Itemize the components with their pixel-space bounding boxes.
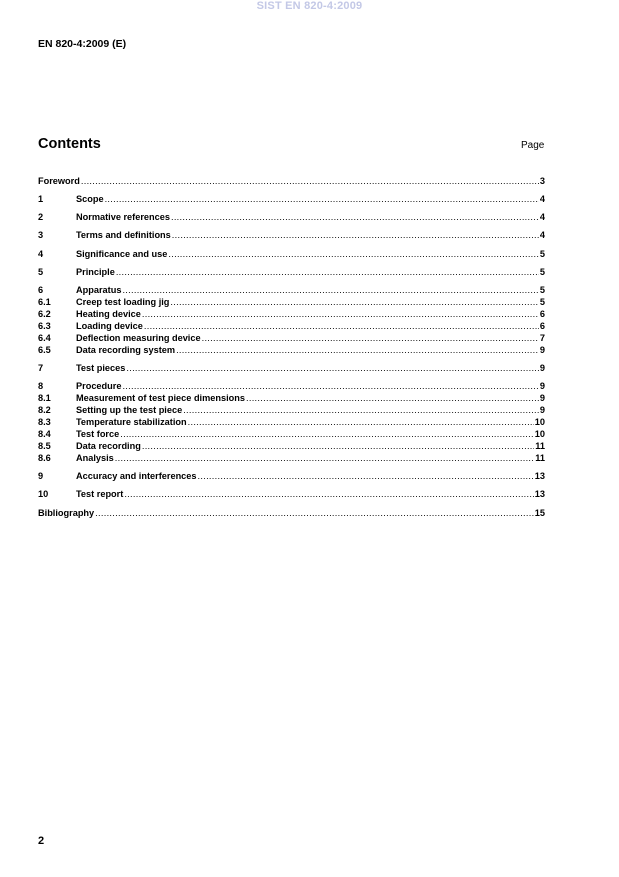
toc-dot-leader bbox=[142, 440, 534, 452]
toc-entry[interactable] bbox=[38, 193, 545, 205]
toc-entry-page: 5 bbox=[539, 249, 545, 259]
contents-heading: Contents bbox=[38, 136, 101, 152]
toc-entry-number: 6.3 bbox=[38, 321, 51, 331]
toc-entry-page: 13 bbox=[534, 471, 545, 481]
toc-entry-title: Test force bbox=[76, 429, 120, 439]
toc-dot-leader bbox=[198, 470, 534, 482]
toc-entry-page: 4 bbox=[539, 194, 545, 204]
toc-entry[interactable] bbox=[38, 392, 545, 404]
toc-dot-leader bbox=[105, 193, 539, 205]
page-number: 2 bbox=[38, 835, 45, 847]
toc-dot-leader bbox=[122, 284, 538, 296]
toc-entry-page: 5 bbox=[539, 267, 545, 277]
toc-dot-leader bbox=[115, 452, 534, 464]
page-column-label: Page bbox=[521, 140, 545, 151]
toc-entry-title: Measurement of test piece dimensions bbox=[76, 393, 245, 403]
toc-entry-number: 8.1 bbox=[38, 393, 51, 403]
toc-entry-page: 5 bbox=[539, 285, 545, 295]
toc-entry[interactable] bbox=[38, 440, 545, 452]
toc-entry-page: 9 bbox=[539, 393, 545, 403]
toc-entry-page: 11 bbox=[535, 441, 545, 451]
toc-dot-leader bbox=[144, 320, 539, 332]
toc-dot-leader bbox=[126, 362, 539, 374]
toc-dot-leader bbox=[170, 296, 538, 308]
toc-dot-leader bbox=[172, 229, 539, 241]
toc-entry-number: 6.5 bbox=[38, 345, 51, 355]
toc-dot-leader bbox=[142, 308, 539, 320]
toc-entry-title: Normative references bbox=[76, 212, 170, 222]
toc-entry-page: 9 bbox=[539, 405, 545, 415]
toc-entry-number: 10 bbox=[38, 489, 49, 499]
toc-entry-number: 9 bbox=[38, 471, 44, 481]
toc-entry[interactable] bbox=[38, 488, 545, 500]
toc-entry-page: 15 bbox=[534, 508, 545, 518]
toc-entry-page: 4 bbox=[539, 212, 545, 222]
toc-entry[interactable] bbox=[38, 416, 545, 428]
toc-dot-leader bbox=[168, 248, 538, 260]
toc-entry-page: 9 bbox=[539, 345, 545, 355]
toc-entry[interactable] bbox=[38, 211, 545, 223]
toc-entry-number: 4 bbox=[38, 249, 44, 259]
toc-entry-number: 6.4 bbox=[38, 333, 51, 343]
toc-entry-page: 3 bbox=[539, 176, 545, 186]
toc-entry-number: 6 bbox=[38, 285, 44, 295]
toc-entry-page: 6 bbox=[539, 321, 545, 331]
toc-entry-page: 9 bbox=[539, 363, 545, 373]
toc-entry[interactable] bbox=[38, 362, 545, 374]
toc-dot-leader bbox=[171, 211, 539, 223]
toc-entry-number: 6.2 bbox=[38, 309, 51, 319]
toc-entry[interactable] bbox=[38, 404, 545, 416]
toc-entry-page: 10 bbox=[534, 429, 545, 439]
toc-dot-leader bbox=[95, 507, 534, 519]
toc-entry[interactable] bbox=[38, 507, 545, 519]
toc-entry-number: 8.4 bbox=[38, 429, 51, 439]
toc-entry[interactable] bbox=[38, 229, 545, 241]
toc-entry[interactable] bbox=[38, 380, 545, 392]
toc-entry[interactable] bbox=[38, 175, 545, 187]
toc-entry-page: 11 bbox=[535, 453, 545, 463]
toc-entry[interactable] bbox=[38, 428, 545, 440]
toc-entry-page: 7 bbox=[539, 333, 545, 343]
toc-entry-title: Apparatus bbox=[76, 285, 122, 295]
toc-entry-page: 13 bbox=[534, 489, 545, 499]
toc-entry[interactable] bbox=[38, 284, 545, 296]
toc-dot-leader bbox=[246, 392, 539, 404]
toc-entry[interactable] bbox=[38, 248, 545, 260]
toc-dot-leader bbox=[202, 332, 539, 344]
toc-entry-title: Principle bbox=[76, 267, 115, 277]
toc-dot-leader bbox=[116, 266, 539, 278]
toc-entry-number: 8.6 bbox=[38, 453, 51, 463]
toc-dot-leader bbox=[81, 175, 539, 187]
toc-entry-title: Data recording bbox=[76, 441, 141, 451]
toc-entry-title: Analysis bbox=[76, 453, 114, 463]
toc-entry-title: Setting up the test piece bbox=[76, 405, 183, 415]
toc-entry[interactable] bbox=[38, 344, 545, 356]
toc-entry-number: 3 bbox=[38, 230, 44, 240]
toc-dot-leader bbox=[183, 404, 539, 416]
toc-entry-title: Test report bbox=[76, 489, 124, 499]
toc-dot-leader bbox=[188, 416, 534, 428]
toc-entry-page: 10 bbox=[534, 417, 545, 427]
toc-entry-number: 8.2 bbox=[38, 405, 51, 415]
toc-entry-number: 6.1 bbox=[38, 297, 51, 307]
toc-dot-leader bbox=[176, 344, 539, 356]
toc-entry[interactable] bbox=[38, 452, 545, 464]
toc-entry-page: 9 bbox=[539, 381, 545, 391]
toc-entry-page: 4 bbox=[539, 230, 545, 240]
toc-dot-leader bbox=[124, 488, 533, 500]
toc-entry-number: 8.5 bbox=[38, 441, 51, 451]
toc-entry-number: 8.3 bbox=[38, 417, 51, 427]
toc-entry-title: Bibliography bbox=[38, 508, 95, 518]
toc-dot-leader bbox=[122, 380, 538, 392]
toc-entry-title: Scope bbox=[76, 194, 104, 204]
toc-entry-title: Temperature stabilization bbox=[76, 417, 187, 427]
toc-entry-page: 6 bbox=[539, 309, 545, 319]
toc-entry-title: Foreword bbox=[38, 176, 80, 186]
toc-entry-title: Creep test loading jig bbox=[76, 297, 170, 307]
toc-entry[interactable] bbox=[38, 320, 545, 332]
toc-entry-title: Loading device bbox=[76, 321, 143, 331]
toc-entry-title: Procedure bbox=[76, 381, 122, 391]
toc-entry[interactable] bbox=[38, 296, 545, 308]
toc-entry-number: 7 bbox=[38, 363, 44, 373]
toc-entry[interactable] bbox=[38, 308, 545, 320]
toc-dot-leader bbox=[120, 428, 534, 440]
toc-entry[interactable] bbox=[38, 266, 545, 278]
toc-entry-title: Test pieces bbox=[76, 363, 126, 373]
toc-entry-page: 5 bbox=[539, 297, 545, 307]
toc-entry-title: Significance and use bbox=[76, 249, 168, 259]
toc-entry-title: Data recording system bbox=[76, 345, 176, 355]
toc-entry[interactable] bbox=[38, 332, 545, 344]
toc-entry-title: Terms and definitions bbox=[76, 230, 171, 240]
toc-entry-number: 2 bbox=[38, 212, 44, 222]
watermark: SIST EN 820-4:2009 bbox=[256, 0, 363, 12]
toc-entry[interactable] bbox=[38, 470, 545, 482]
toc-entry-number: 8 bbox=[38, 381, 44, 391]
toc-entry-title: Heating device bbox=[76, 309, 141, 319]
toc-entry-number: 1 bbox=[38, 194, 44, 204]
document-id: EN 820-4:2009 (E) bbox=[38, 38, 127, 50]
toc-entry-title: Deflection measuring device bbox=[76, 333, 201, 343]
toc-entry-number: 5 bbox=[38, 267, 44, 277]
toc-entry-title: Accuracy and interferences bbox=[76, 471, 197, 481]
